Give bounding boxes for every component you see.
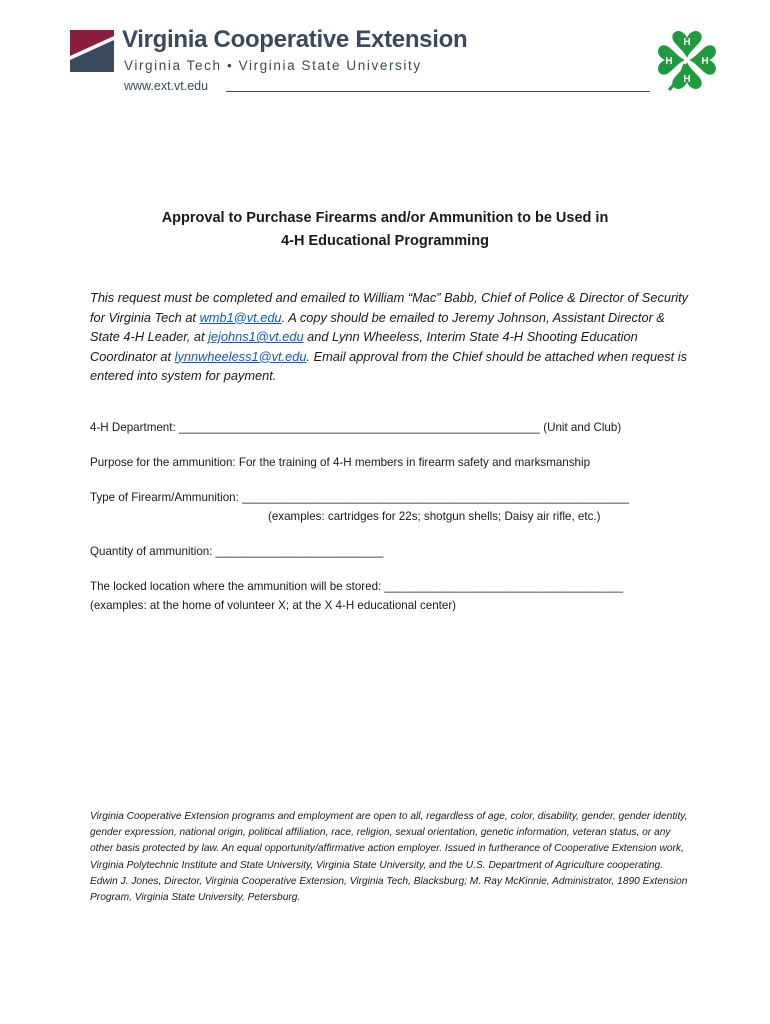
svg-text:H: H [683,74,691,85]
document-title-line-1: Approval to Purchase Firearms and/or Ammunition to be Used in [161,210,609,226]
intro-text-4: . Email approval from the Chief should be attached when request is entered into system for payment. [90,348,688,383]
firearm-examples-note: (examples: cartridges for 22s; shotgun shells; Daisy air rifle, etc.) [268,510,601,523]
quantity-field[interactable]: Quantity of ammunition: __________________________ [90,545,384,558]
email-link-lynnwheeless1[interactable]: lynnwheeless1@vt.edu [174,348,307,364]
org-subtitle: Virginia Tech • Virginia State University [124,58,422,73]
org-name: Virginia Cooperative Extension [122,26,468,53]
svg-text:H: H [683,37,691,48]
intro-text-1: This request must be completed and emailed to William “Mac” Babb, Chief of Police & Director of Security for Virginia Tech at [90,290,689,325]
firearm-type-field[interactable]: Type of Firearm/Ammunition: ____________________________________________________________ [90,491,629,504]
intro-paragraph [90,288,690,386]
svg-text:H: H [665,56,673,67]
four-h-clover-icon [655,28,719,92]
vce-logo-icon [70,30,114,72]
nondiscrimination-statement: Virginia Cooperative Extension programs and employment are open to all, regardless of age, color, disability, gender, gender identity, gender expression, national origin, political affiliation, race, religion, sexual orientation, genetic information, veteran status, or any other basis protected by law. An equal opportunity/affirmative action employer. Issued in furtherance of Cooperative Extension work, Virginia Polytechnic Institute and State University, Virginia State University, and the U.S. Department of Agriculture cooperating. Edwin J. Jones, Director, Virginia Cooperative Extension, Virginia Tech, Blacksburg; M. Ray McKinnie, Administrator, 1890 Extension Program, Virginia State University, Petersburg. [90,811,688,904]
email-link-jejohns1[interactable]: jejohns1@vt.edu [208,329,304,344]
storage-location-field[interactable]: The locked location where the ammunition will be stored: _____________________________________ [90,580,624,593]
letterhead [70,28,720,98]
svg-text:H: H [701,56,709,67]
intro-text-2: . A copy should be emailed to Jeremy Johnson, Assistant Director & State 4-H Leader, at [90,309,665,344]
purpose-field: Purpose for the ammunition: For the training of 4-H members in firearm safety and marksmanship [90,456,591,469]
org-url: www.ext.vt.edu [124,79,209,93]
intro-text-3: and Lynn Wheeless, Interim State 4-H Shooting Education Coordinator at [90,329,638,364]
department-field[interactable]: 4-H Department: ________________________________________________________ (Unit and Club) [90,421,622,434]
location-examples-note: (examples: at the home of volunteer X; at the X 4-H educational center) [90,599,457,612]
header-rule [226,91,650,92]
document-title-line-2: 4-H Educational Programming [281,233,489,249]
email-link-wmb1[interactable]: wmb1@vt.edu [199,309,282,325]
